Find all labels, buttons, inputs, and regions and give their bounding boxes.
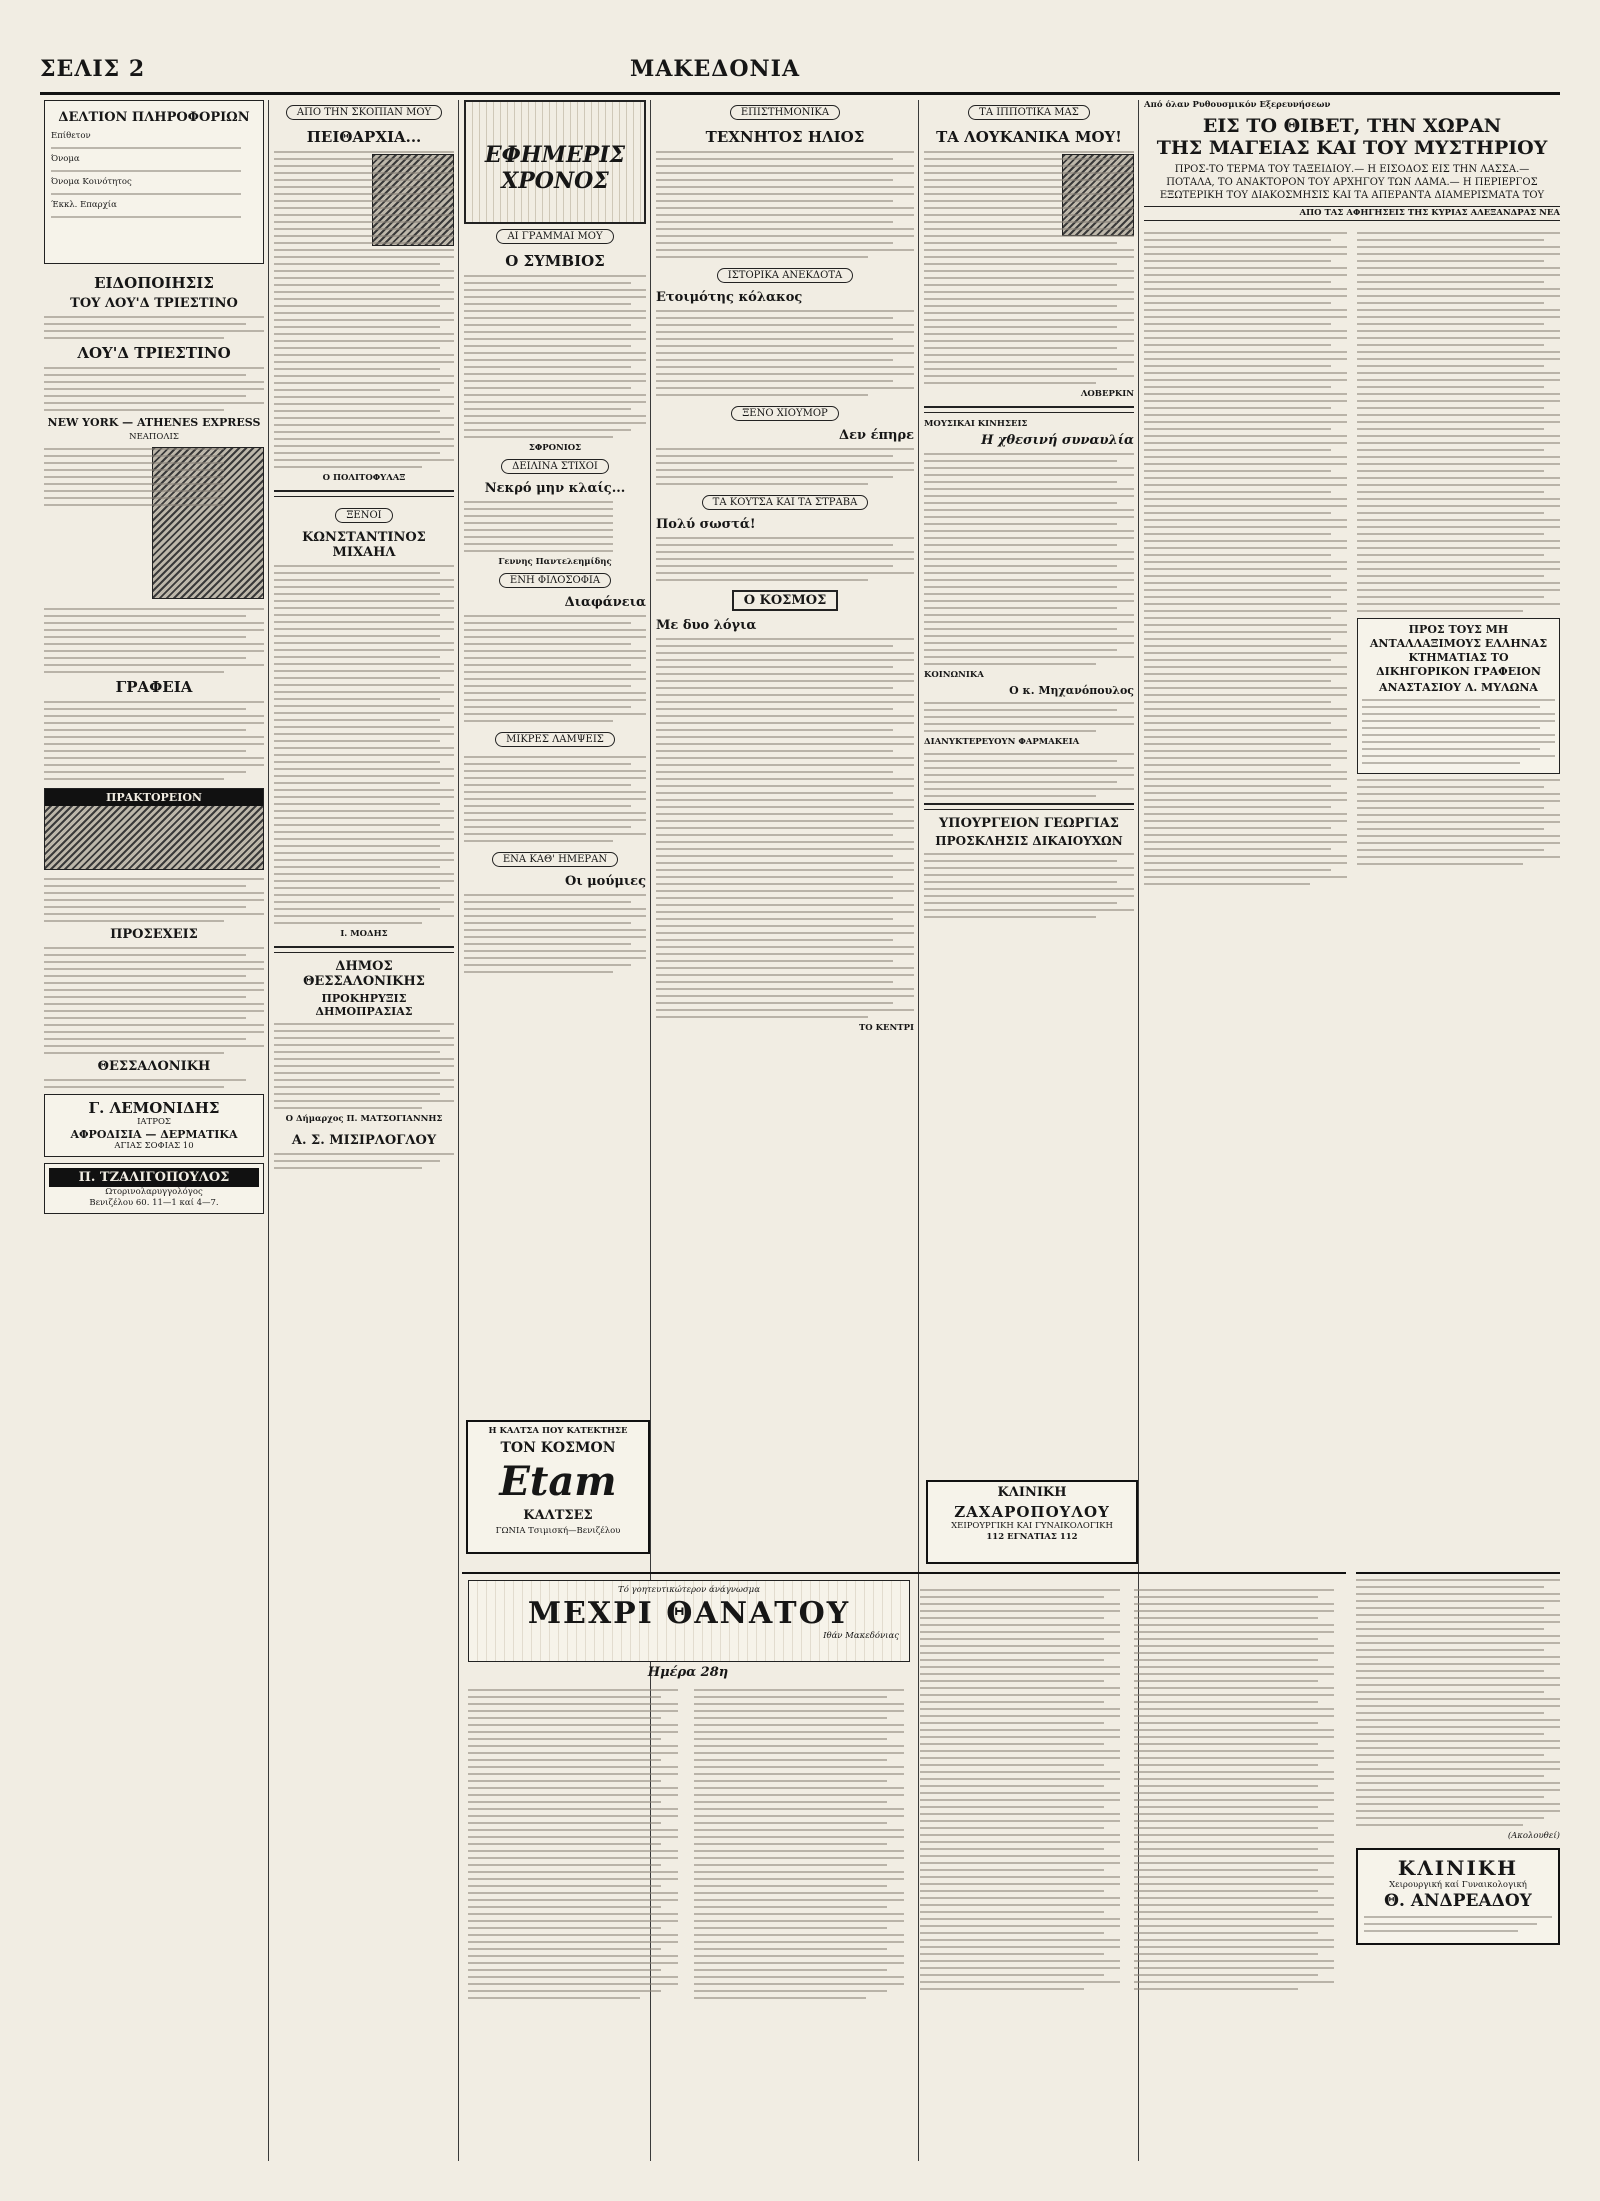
lloyd-title: ΛΟΥ'Δ ΤΡΙΕΣΤΙΝΟ xyxy=(77,344,231,362)
form-field-community: Όνομα Κοινότητος xyxy=(51,177,132,187)
doctor-specialty: ΑΦΡΟΔΙΣΙΑ — ΔΕΡΜΑΤΙΚΑ xyxy=(70,1128,238,1141)
tag-daily: ΕΝΑ ΚΑΘ' ΗΜΕΡΑΝ xyxy=(492,852,618,867)
lawyer-box xyxy=(1357,618,1560,774)
tag-history: ΙΣΤΟΡΙΚΑ ΑΝΕΚΔΟΤΑ xyxy=(717,268,854,283)
express-title: NEW YORK — ATHENES EXPRESS xyxy=(47,416,261,429)
title-symbios: Ο ΣΥΜΒΙΟΣ xyxy=(505,252,605,270)
clinic-address: 112 ΕΓΝΑΤΙΑΣ 112 xyxy=(986,1532,1078,1542)
tag-koutsa: ΤΑ ΚΟΥΤΣΑ ΚΑΙ ΤΑ ΣΤΡΑΒΑ xyxy=(702,495,869,510)
tibet-body-right xyxy=(1357,227,1560,890)
serial-day: Ημέρα 28η xyxy=(647,1665,729,1680)
serial-novel xyxy=(462,1572,1346,2174)
title-mummies: Οι μούμιες xyxy=(565,874,646,889)
serial-kicker: Τό γοητευτικώτερον άνάγνωσμα xyxy=(618,1585,760,1595)
tibet-byline: ΑΠΟ ΤΑΣ ΑΦΗΓΗΣΕΙΣ ΤΗΣ ΚΥΡΙΑΣ ΑΛΕΞΑΝΔΡΑΣ ΝΕΑ xyxy=(1144,206,1560,221)
form-field-name: Όνομα xyxy=(51,154,80,164)
tag-social: ΚΟΙΝΩΝΙΚΑ xyxy=(924,670,984,680)
doctor2-specialty: Ωτορινολαρυγγολόγος xyxy=(105,1187,203,1197)
column-3 xyxy=(464,100,646,1540)
tag-grammai: ΑΙ ΓΡΑΜΜΑΙ ΜΟΥ xyxy=(496,229,613,244)
title-epire: Δεν έπηρε xyxy=(839,428,914,443)
column-6 xyxy=(1144,100,1560,1570)
title-loukanika: ΤΑ ΛΟΥΚΑΝΙΚΑ ΜΟΥ! xyxy=(936,128,1122,146)
tag-poems: ΔΕΙΛΙΝΑ ΣΤΙΧΟΙ xyxy=(501,459,609,474)
tag-lampseis: ΜΙΚΡΕΣ ΛΑΜΨΕΙΣ xyxy=(495,732,615,747)
etam-mid: ΤΟΝ ΚΟΣΜΟΝ xyxy=(500,1440,616,1456)
etam-top: Η ΚΑΛΤΣΑ ΠΟΥ ΚΑΤΕΚΤΗΣΕ xyxy=(488,1426,628,1436)
title-dyo-logia: Με δυο λόγια xyxy=(656,618,757,633)
doctor2-address: Βενιζέλου 60. 11—1 καί 4—7. xyxy=(89,1198,219,1208)
etam-ad xyxy=(466,1420,650,1554)
form-field-province: Έκκλ. Επαρχία xyxy=(51,200,117,210)
tibet-kicker: Από όλαν Ρυθουσμικόν Εξερευνήσεων xyxy=(1144,100,1331,110)
sales-agency-ad xyxy=(44,788,264,870)
clinic-name: ΖΑΧΑΡΟΠΟΥΛΟΥ xyxy=(954,1503,1110,1521)
sub-tag: ΞΕΝΟΙ xyxy=(335,508,392,523)
sign-kentri: ΤΟ ΚΕΝΤΡΙ xyxy=(858,1023,914,1033)
column-1 xyxy=(44,100,264,2160)
ministry-subtitle: ΠΡΟΣΚΛΗΣΙΣ ΔΙΚΑΙΟΥΧΩΝ xyxy=(935,834,1123,848)
serial-author: Ιθάν Μακεδόνιας xyxy=(823,1631,899,1641)
title-sun: ΤΕΧΝΗΤΟΣ ΗΛΙΟΣ xyxy=(705,128,865,146)
doctor2-name: Π. ΤΖΑΛΙΓΟΠΟΥΛΟΣ xyxy=(49,1168,259,1187)
clinic-andreadou-ad xyxy=(1356,1848,1560,1945)
tag-philosophy: ΕΝΗ ΦΙΛΟΣΟΦΙΑ xyxy=(499,573,611,588)
etam-brand: Etam xyxy=(499,1458,617,1505)
serial-continuation xyxy=(1356,1572,1560,2174)
serial-title: ΜΕΧΡΙ ΘΑΝΑΤΟΥ xyxy=(527,1596,851,1631)
sign-loberkin: ΛΟΒΕΡΚΙΝ xyxy=(1080,389,1134,399)
doctor-ad xyxy=(44,1094,264,1157)
etam-address: ΓΩΝΙΑ Τσιμισκή—Βενιζέλου xyxy=(495,1526,621,1536)
tag-music: ΜΟΥΣΙΚΑΙ ΚΙΝΗΣΕΙΣ xyxy=(924,419,1028,429)
masthead-text: ΕΦΗΜΕΡΙΣ ΧΡΟΝΟΣ xyxy=(484,142,626,194)
sales-title: ΠΡΑΚΤΟΡΕΙΟΝ xyxy=(45,789,263,806)
title-diafaneia: Διαφάνεια xyxy=(564,595,646,610)
doctor-address: ΑΓΙΑΣ ΣΟΦΙΑΣ 10 xyxy=(114,1141,194,1151)
sign-symbios: ΣΦΡΟΝΙΟΣ xyxy=(528,443,582,453)
column-2 xyxy=(274,100,454,2160)
column-5 xyxy=(924,100,1134,1570)
clinic2-sub: Χειρουργική καί Γυναικολογική xyxy=(1389,1880,1527,1890)
title-mechanopoulos: Ο κ. Μηχανόπουλος xyxy=(1009,684,1134,697)
municipal-title: ΔΗΜΟΣ ΘΕΣΣΑΛΟΝΙΚΗΣ xyxy=(303,959,425,989)
ministry-title: ΥΠΟΥΡΓΕΙΟΝ ΓΕΩΡΓΙΑΣ xyxy=(939,816,1119,831)
column-4 xyxy=(656,100,914,1560)
serial-continue: (Ακολουθεί) xyxy=(1507,1831,1560,1841)
notice-subtitle: ΤΟΥ ΛΟΥ'Δ ΤΡΙΕΣΤΙΝΟ xyxy=(70,296,238,311)
title-kolakos: Ετοιμότης κόλακος xyxy=(656,290,803,305)
etam-bottom: ΚΑΛΤΣΕΣ xyxy=(523,1508,593,1523)
notice-title: ΕΙΔΟΠΟΙΗΣΙΣ xyxy=(94,274,214,292)
tag-science: ΕΠΙΣΤΗΜΟΝΙΚΑ xyxy=(730,105,840,120)
lawyer-name: ΑΝΑΣΤΑΣΙΟΥ Λ. ΜΥΛΩΝΑ xyxy=(1379,681,1538,694)
section-tag: ΑΠΟ ΤΗΝ ΣΚΟΠΙΑΝ ΜΟΥ xyxy=(286,105,442,120)
form-title: ΔΕΛΤΙΟΝ ΠΛΗΡΟΦΟΡΙΩΝ xyxy=(58,110,250,125)
masthead-chronos xyxy=(464,100,646,224)
tag-pharmacies: ΔΙΑΝΥΚΤΕΡΕΥΟΥΝ ΦΑΡΜΑΚΕΙΑ xyxy=(924,737,1080,747)
tibet-body-left xyxy=(1144,227,1347,890)
tag-ippotika: ΤΑ ΙΠΠΟΤΙΚΑ ΜΑΣ xyxy=(968,105,1090,120)
article-title: ΠΕΙΘΑΡΧΙΑ... xyxy=(306,128,422,146)
doctor-name-col2: Α. Σ. ΜΙΣΙΡΛΟΓΛΟΥ xyxy=(291,1133,437,1148)
sub-signature: Ι. ΜΟΔΗΣ xyxy=(340,929,388,939)
clinic2-title: ΚΛΙΝΙΚΗ xyxy=(1397,1856,1519,1880)
article-signature: Ο ΠΟΛΙΤΟΦΥΛΑΞ xyxy=(322,473,406,483)
tibet-title-line1: ΕΙΣ ΤΟ ΘΙΒΕΤ, ΤΗΝ ΧΩΡΑΝ xyxy=(1202,115,1502,137)
newspaper-name: ΜΑΚΕΔΟΝΙΑ xyxy=(630,56,801,82)
tibet-deck: ΠΡΟΣ-ΤΟ ΤΕΡΜΑ ΤΟΥ ΤΑΞΕΙΔΙΟΥ.— Η ΕΙΣΟΔΟΣ ΕΙΣ ΤΗΝ ΛΑΣΣΑ.— ΠΟΤΑΛΑ, ΤΟ ΑΝΑΚΤΟΡΟΝ ΤΟΥ ΑΡΧΗΓΟΥ ΤΩΝ ΛΑΜΑ.— Η ΠΕΡΙΕΡΓΟΣ ΕΞΩΤΕΡΙΚΗ ΤΟΥ ΔΙΑΚΟΣΜΗΣΙΣ ΚΑΙ ΤΑ ΑΠΕΡΑΝΤΑ ΔΙΑΜΕΡΙΣΜΑΤΑ ΤΟΥ xyxy=(1159,164,1545,201)
clinic-label: ΚΛΙΝΙΚΗ xyxy=(997,1485,1067,1500)
page-header xyxy=(40,56,1560,95)
sub-title: ΚΩΝΣΤΑΝΤΙΝΟΣ ΜΙΧΑΗΛ xyxy=(302,530,426,560)
municipal-subtitle: ΠΡΟΚΗΡΥΞΙΣ ΔΗΜΟΠΡΑΣΙΑΣ xyxy=(315,992,413,1018)
tag-humour: ΞΕΝΟ ΧΙΟΥΜΟΡ xyxy=(731,406,839,421)
title-poem: Νεκρό μην κλαίς... xyxy=(484,481,626,496)
clinic-zacharopoulou-ad xyxy=(926,1480,1138,1564)
doctor2-ad xyxy=(44,1163,264,1214)
sign-poem: Γεννης Παντελεημίδης xyxy=(498,557,612,567)
doctor-name: Γ. ΛΕΜΟΝΙΔΗΣ xyxy=(88,1099,220,1117)
express-subtitle: ΝΕΑΠΟΛΙΣ xyxy=(129,432,179,442)
title-sosta: Πολύ σωστά! xyxy=(656,517,756,532)
offices-title: ΓΡΑΦΕΙΑ xyxy=(115,678,193,696)
doctor-title: ΙΑΤΡΟΣ xyxy=(137,1117,171,1127)
page-number: ΣΕΛΙΣ 2 xyxy=(40,56,146,82)
prosexeis-title: ΠΡΟΣΕΧΕΙΣ xyxy=(110,927,198,942)
clinic2-name: Θ. ΑΝΔΡΕΑΔΟΥ xyxy=(1384,1891,1532,1911)
title-concert: Η χθεσινή συναυλία xyxy=(981,433,1134,448)
municipal-signature: Ο Δήμαρχος Π. ΜΑΤΣΟΓΙΑΝΝΗΣ xyxy=(285,1114,443,1124)
offices-city: ΘΕΣΣΑΛΟΝΙΚΗ xyxy=(97,1059,211,1074)
tibet-title-line2: ΤΗΣ ΜΑΓΕΙΑΣ ΚΑΙ ΤΟΥ ΜΥΣΤΗΡΙΟΥ xyxy=(1156,137,1548,159)
form-field-surname: Επίθετον xyxy=(51,131,91,141)
clinic-specialty: ΧΕΙΡΟΥΡΓΙΚΗ ΚΑΙ ΓΥΝΑΙΚΟΛΟΓΙΚΗ xyxy=(951,1521,1113,1531)
info-form xyxy=(44,100,264,264)
tag-kosmos: Ο ΚΟΣΜΟΣ xyxy=(732,590,839,611)
serial-header xyxy=(468,1580,910,1662)
lawyer-title: ΠΡΟΣ ΤΟΥΣ ΜΗ ΑΝΤΑΛΛΑΞΙΜΟΥΣ ΕΛΛΗΝΑΣ ΚΤΗΜΑΤΙΑΣ ΤΟ ΔΙΚΗΓΟΡΙΚΟΝ ΓΡΑΦΕΙΟΝ xyxy=(1369,623,1548,678)
